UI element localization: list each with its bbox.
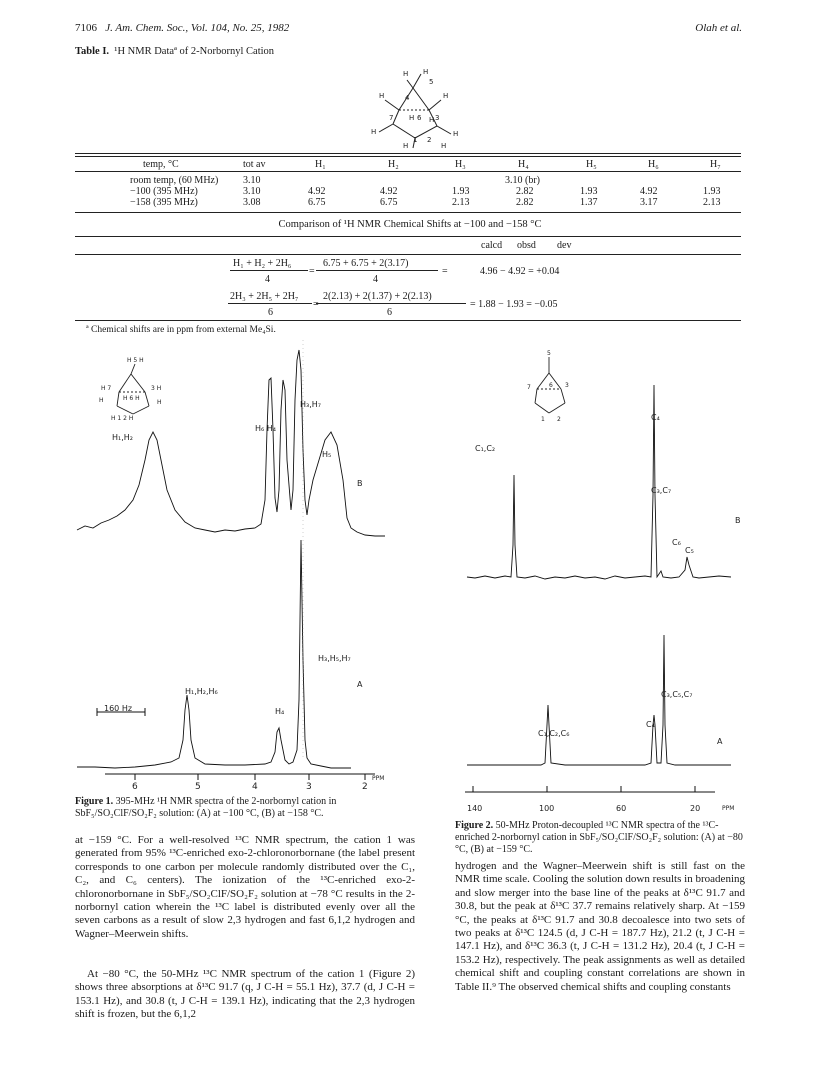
- svg-text:2: 2: [557, 416, 561, 423]
- cell: 2.13: [452, 197, 470, 208]
- table-rule-bottom: [75, 320, 741, 321]
- cell: 3.10: [243, 175, 261, 186]
- cell: −100 (395 MHz): [130, 186, 198, 197]
- eq2-numerator: 2H₃ + 2H₅ + 2H₇: [230, 291, 299, 302]
- cell: 1.37: [580, 197, 598, 208]
- figure-1-caption-text: 395-MHz ¹H NMR spectra of the 2-norbornyl cation in SbF₅/SO₂ClF/SO₂F₂ solution: (A) at −100 °C, (B) at −158 °C.: [75, 796, 337, 819]
- svg-text:1: 1: [413, 136, 418, 144]
- cell: 3.17: [640, 197, 658, 208]
- cell: 4.92: [640, 186, 658, 197]
- col-obsd: obsd: [517, 240, 536, 251]
- eq1-result: 4.96 − 4.92 = +0.04: [480, 266, 560, 277]
- cell: 2.82: [516, 186, 534, 197]
- comparison-rule: [75, 236, 741, 237]
- eq1-value-denominator: 4: [373, 274, 378, 285]
- svg-text:7: 7: [389, 114, 394, 122]
- table-rule-mid: [75, 212, 741, 213]
- cell: 1.93: [703, 186, 721, 197]
- label-c6: C₆: [672, 538, 681, 547]
- spectrum-a-trace: [77, 540, 351, 768]
- svg-text:H: H: [403, 142, 409, 150]
- table-caption: ¹H NMR Dataª of 2-Norbornyl Cation: [114, 46, 275, 57]
- equals-sign: =: [442, 266, 448, 277]
- svg-text:H: H: [453, 130, 459, 138]
- cell: room temp, (60 MHz): [130, 175, 219, 186]
- fraction-bar: [230, 270, 308, 271]
- spectrum-a-trace: [467, 635, 731, 765]
- norbornyl-structure-table: [355, 62, 475, 154]
- svg-text:2: 2: [427, 136, 432, 144]
- label-h5: H₅: [322, 450, 332, 459]
- tick-label: 6: [132, 782, 138, 792]
- page-number: 7106: [75, 22, 97, 34]
- label-c1c2c6: C₁,C₂,C₆: [538, 729, 570, 738]
- label-h1h2: H₁,H₂: [112, 433, 133, 442]
- running-authors: Olah et al.: [695, 22, 742, 34]
- label-160hz: 160 Hz: [104, 704, 133, 713]
- label-spectrum-a: A: [357, 680, 363, 689]
- cell: 2.82: [516, 197, 534, 208]
- tick-label: 5: [195, 782, 201, 792]
- table-label: Table I.: [75, 46, 110, 57]
- spectrum-b-trace: [77, 350, 385, 536]
- cell: 3.10: [243, 186, 261, 197]
- label-c1c2: C₁,C₂: [475, 444, 496, 453]
- col-h4: H₄: [518, 159, 529, 170]
- tick-label: 2: [362, 782, 368, 792]
- svg-text:H 7: H 7: [101, 385, 112, 392]
- svg-text:5: 5: [429, 78, 434, 86]
- axis-unit: PPM: [372, 775, 385, 782]
- eq1-value-numerator: 6.75 + 6.75 + 2(3.17): [323, 258, 409, 269]
- svg-text:H 6 H: H 6 H: [123, 395, 140, 402]
- col-h3: H₃: [455, 159, 466, 170]
- figure-2-label: Figure 2.: [455, 820, 494, 831]
- eq2-denominator: 6: [268, 307, 273, 318]
- cell: 6.75: [308, 197, 326, 208]
- table-rule-top: [75, 153, 741, 154]
- tick-label: 100: [539, 804, 555, 813]
- col-h5: H₅: [586, 159, 597, 170]
- cell: 2.13: [703, 197, 721, 208]
- svg-text:H: H: [429, 116, 435, 124]
- figure-1-spectra: [75, 340, 415, 800]
- body-text-right: hydrogen and the Wagner–Meerwein shift is still fast on the NMR time scale. Cooling the solution down results in broadening and slow merger into the base line of the peaks at δ¹³C 91.7 and 30.8, but the peak at δ¹³C 37.7 remains relatively sharp. At −159 °C, the peaks at δ¹³C 91.7 and 30.8 decoalesce into two sets of two peaks at δ¹³C 124.5 (d, J C-H = 187.7 Hz), 21.2 (t, J C-H = 147.1 Hz), and δ¹³C 36.3 (t, J C-H = 131.2 Hz), 20.4 (t, J C-H = 153.2 Hz), respectively. The peak assignments as well as detailed chemical shift and coupling constant correlations are shown in Table II.⁹ The observed chemical shifts and coupling constants: [455, 860, 745, 993]
- cell: 3.10 (br): [505, 175, 540, 186]
- svg-text:H: H: [99, 397, 104, 404]
- fraction-bar: [316, 303, 466, 304]
- col-dev: dev: [557, 240, 572, 251]
- label-h1h2h6: H₁,H₂,H₆: [185, 687, 218, 696]
- comparison-title: Comparison of ¹H NMR Chemical Shifts at −100 and −158 °C: [278, 219, 542, 230]
- svg-text:H: H: [409, 114, 415, 122]
- svg-text:4: 4: [405, 94, 410, 102]
- equals-sign: =: [313, 299, 319, 310]
- figure-2-caption-text: 50-MHz Proton-decoupled ¹³C NMR spectra of the ¹³C-enriched 2-norbornyl cation in SbF₅/SO₂ClF/SO₂F₂ solution: (A) at −80 °C, (B) at −159 °C.: [455, 820, 743, 855]
- svg-text:3 H: 3 H: [151, 385, 162, 392]
- label-c4: C₄: [651, 413, 660, 422]
- col-tot-av: tot av: [243, 159, 266, 170]
- svg-text:3: 3: [435, 114, 440, 122]
- body-text-left-2: At −80 °C, the 50-MHz ¹³C NMR spectrum of the cation 1 (Figure 2) shows three absorptions at δ¹³C 91.7 (q, J C-H = 55.1 Hz), 37.7 (d, J C-H = 153.1 Hz), and 30.8 (t, J C-H = 139.1 Hz), indicating that the 2,3 hydrogen shift is frozen, but the 6,1,2: [75, 968, 415, 1021]
- label-h6h4: H₆ H₄: [255, 424, 276, 433]
- label-spectrum-b: B: [735, 516, 741, 525]
- label-spectrum-a: A: [717, 737, 723, 746]
- svg-text:H 5 H: H 5 H: [127, 357, 144, 364]
- label-h3h7: H₃,H₇: [300, 400, 321, 409]
- label-c4-a: C₄: [646, 720, 655, 729]
- cell: 1.93: [580, 186, 598, 197]
- fraction-bar: [316, 270, 438, 271]
- col-calcd: calcd: [481, 240, 503, 251]
- figure-2-caption: [455, 820, 745, 856]
- figure-2-spectra: [465, 345, 755, 815]
- eq1-numerator: H₁ + H₂ + 2H₆: [233, 258, 292, 269]
- figure-1-label: Figure 1.: [75, 796, 114, 807]
- tick-label: 140: [467, 804, 483, 813]
- label-spectrum-b: B: [357, 479, 363, 488]
- table-footnote: ª Chemical shifts are in ppm from external Me₄Si.: [86, 325, 276, 335]
- svg-text:H: H: [443, 92, 449, 100]
- svg-text:H 1 2 H: H 1 2 H: [111, 415, 134, 422]
- journal-citation: J. Am. Chem. Soc., Vol. 104, No. 25, 1982: [105, 22, 290, 34]
- svg-text:5: 5: [547, 350, 551, 357]
- table-title: [75, 46, 274, 57]
- svg-text:3: 3: [565, 382, 569, 389]
- col-h2: H₂: [388, 159, 399, 170]
- cell: −158 (395 MHz): [130, 197, 198, 208]
- svg-text:H: H: [441, 142, 447, 150]
- cell: 4.92: [308, 186, 326, 197]
- cell: 3.08: [243, 197, 261, 208]
- svg-text:7: 7: [527, 384, 531, 391]
- body-text-left-1: at −159 °C. For a well-resolved ¹³C NMR spectrum, the cation 1 was generated from 95% ¹³C-enriched exo-2-chloronorbornane (the label present corresponds to one carbon per molecule randomly distributed over the C₁, C₂, and C₆ centers). The ionization of the ¹³C-enriched exo-2-chloronorbornane in SbF₅/SO₂ClF/SO₂F₂ solution at −78 °C results in the 2-norbornyl cation wherein the ¹³C label is distributed evenly over all the seven carbons as a result of slow 2,3 hydrogen and fast 6,1,2 hydrogen and Wagner–Meerwein shifts.: [75, 834, 415, 940]
- page-header: [75, 22, 289, 34]
- fraction-bar: [228, 303, 312, 304]
- tick-label: 3: [306, 782, 312, 792]
- comparison-rule2: [75, 254, 741, 255]
- tick-label: 60: [616, 804, 627, 813]
- col-temp: temp, °C: [143, 159, 179, 170]
- cell: 1.93: [452, 186, 470, 197]
- eq2-value-denominator: 6: [387, 307, 392, 318]
- eq2-result: = 1.88 − 1.93 = −0.05: [470, 299, 558, 310]
- col-h7: H₇: [710, 159, 721, 170]
- axis-unit: PPM: [722, 805, 735, 812]
- eq1-denominator: 4: [265, 274, 270, 285]
- svg-text:H: H: [157, 399, 162, 406]
- label-c3c5c7: C₃,C₅,C₇: [661, 690, 693, 699]
- tick-label: 20: [690, 804, 701, 813]
- cell: 4.92: [380, 186, 398, 197]
- svg-text:1: 1: [541, 416, 545, 423]
- label-h3h5h7: H₃,H₅,H₇: [318, 654, 351, 663]
- svg-text:H: H: [371, 128, 377, 136]
- eq2-value-numerator: 2(2.13) + 2(1.37) + 2(2.13): [323, 291, 432, 302]
- svg-text:H: H: [379, 92, 385, 100]
- norbornyl-structure-fig1: [117, 364, 149, 414]
- label-h4: H₄: [275, 707, 285, 716]
- col-h6: H₆: [648, 159, 659, 170]
- table-rule-top2: [75, 156, 741, 157]
- figure-1-caption: [75, 796, 415, 820]
- table-rule-header: [75, 171, 741, 172]
- equals-sign: =: [309, 266, 315, 277]
- tick-label: 4: [252, 782, 258, 792]
- svg-text:6: 6: [549, 382, 553, 389]
- svg-text:H: H: [423, 68, 429, 76]
- svg-text:6: 6: [417, 114, 422, 122]
- label-c3c7: C₃,C₇: [651, 486, 672, 495]
- cell: 6.75: [380, 197, 398, 208]
- col-h1: H₁: [315, 159, 326, 170]
- label-c5: C₅: [685, 546, 694, 555]
- svg-text:H: H: [403, 70, 409, 78]
